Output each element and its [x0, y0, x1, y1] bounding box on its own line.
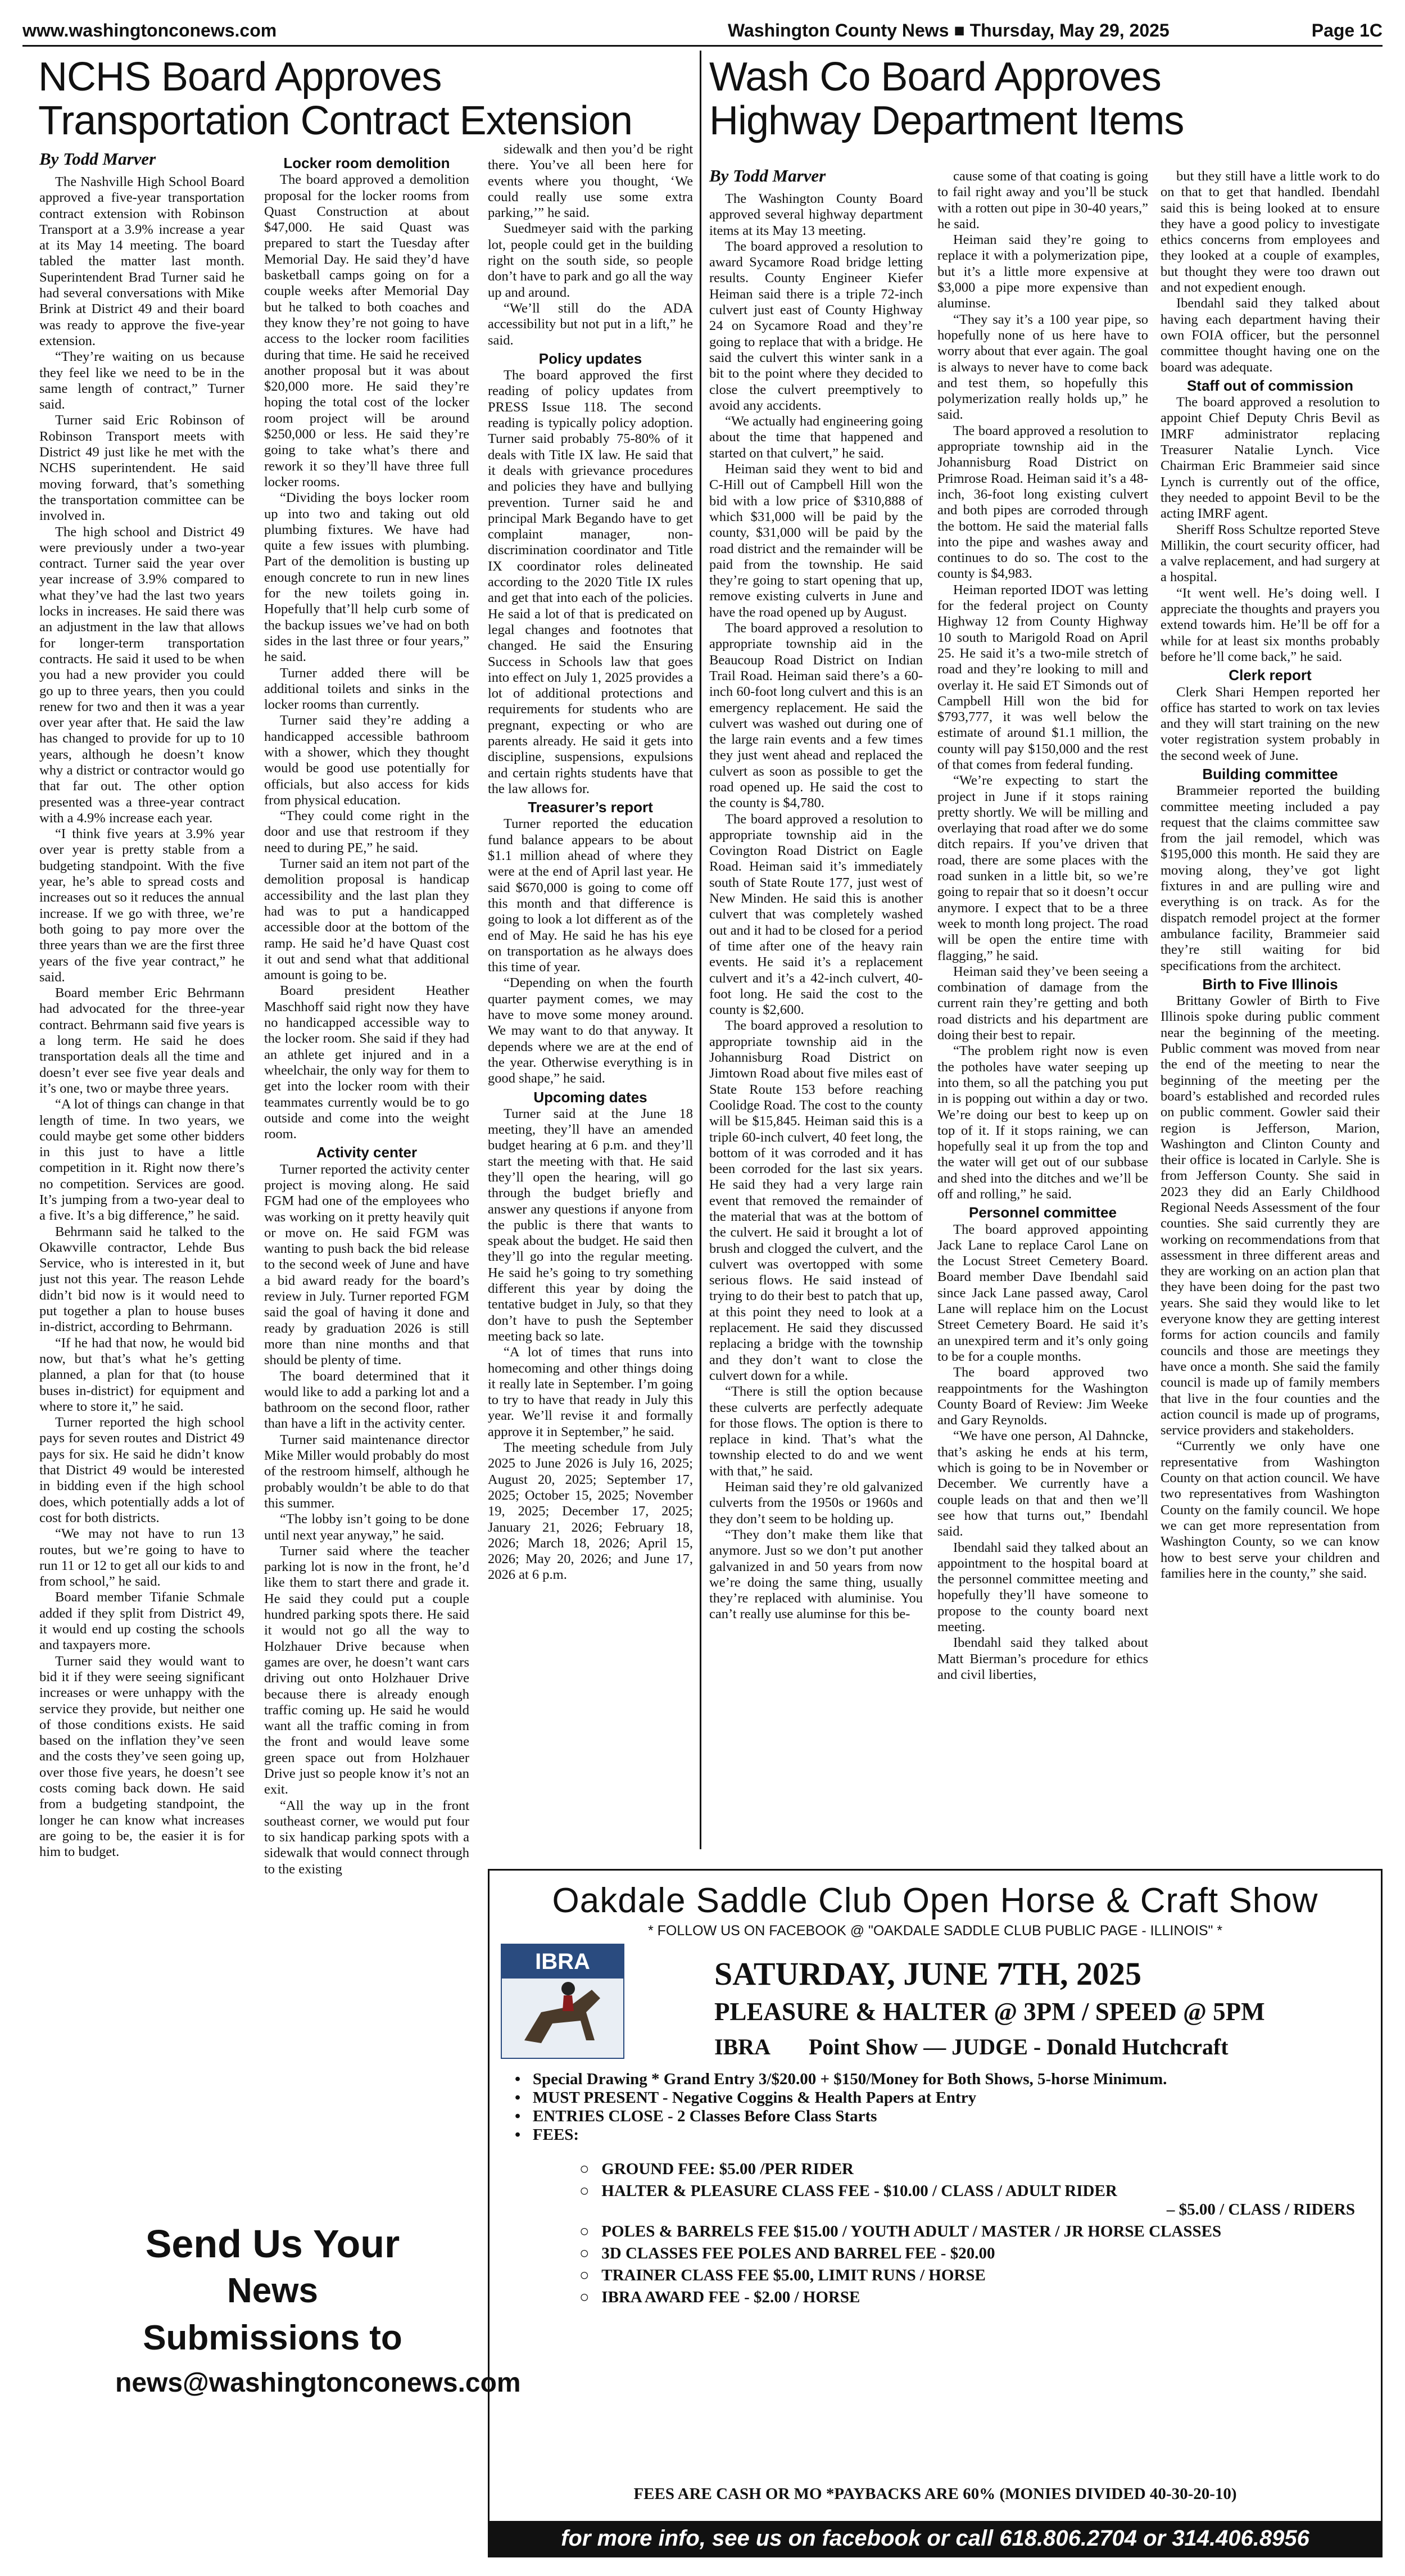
right-col-3-body-e — [1161, 993, 1380, 1582]
paragraph: The meeting schedule from July 2025 to June 2026 is July 16, 2025; August 20, 2025; September 17, 2025; October 15, 2025; November 19, 2025; December 17, 2025; January 21, 2026; February 18, 2026; March 18, 2026; April 15, 2026; May 20, 2026; and June 17, 2026 at 6 p.m. — [488, 1440, 693, 1583]
left-col-2 — [264, 153, 469, 1901]
ad-date: SATURDAY, JUNE 7TH, 2025 — [714, 1955, 1142, 1992]
paragraph: “Depending on when the fourth quarter payment comes, we may have to move some money around. We may want to do that anyway. It depends where we are at the end of the year. Otherwise everything is in good shape,” he said. — [488, 975, 693, 1086]
subhead-locker-room: Locker room demolition — [283, 155, 450, 171]
paragraph: “We have one person, Al Dahncke, that’s asking he ends at his term, which is going to be in November or December. We currently have a couple leads on that and then we’ll see how that turns out,” Ibendahl said. — [937, 1428, 1148, 1540]
paragraph: Heiman said they’ve been seeing a combination of damage from the current rain they’re getting and both road districts and his department are doing their best to repair. — [937, 963, 1148, 1043]
paragraph: but they still have a little work to do on that to get that handled. Ibendahl said this is being looked at to ensure they have a good policy to investigate ethics concerns from employees and they looked at a couple of examples, but thought they were too drawn out and not expedient enough. — [1161, 169, 1380, 296]
right-col-3-body-c — [1161, 685, 1380, 764]
paragraph: Turner said they’re adding a handicapped accessible bathroom with a shower, which they thought would be good use potentially for officials, but also access for kids from physical education. — [264, 713, 469, 808]
paragraph: Behrmann said he talked to the Okawville contractor, Lehde Bus Service, who is interested in it, but just not this year. The reason Lehde didn’t bid now is it would need to put together a plan to house buses in-district, according to Behrmann. — [39, 1224, 244, 1335]
paragraph: The Washington County Board approved several highway department items at its May 13 meeting. — [709, 191, 923, 238]
paragraph: “It went well. He’s doing well. I appreciate the thoughts and prayers you extend towards him. He’ll be off for a while for at least six months probably before he’ll come back,” he said. — [1161, 585, 1380, 664]
ad-times: PLEASURE & HALTER @ 3PM / SPEED @ 5PM — [714, 1998, 1265, 2026]
right-col-2 — [937, 169, 1148, 1849]
ad-facebook-line: * FOLLOW US ON FACEBOOK @ "OAKDALE SADDLE CLUB PUBLIC PAGE - ILLINOIS" * — [647, 1923, 1223, 1939]
subhead-staff-out: Staff out of commission — [1186, 377, 1354, 394]
paragraph: The board approved a resolution to appoint Chief Deputy Chris Bevil as IMRF administrator replacing Treasurer Natalie Lynch. Vice Chairman Eric Brammeier said since Lynch is currently out of the office, they needed to appoint Bevil to be the acting IMRF agent. — [1161, 395, 1380, 522]
site-url[interactable]: www.washingtonconews.com — [22, 20, 277, 40]
subhead-activity-center: Activity center — [316, 1144, 418, 1161]
left-col-3 — [488, 142, 693, 1839]
ad-ibra-judge: IBRA Point Show — JUDGE - Donald Hutchcraft — [714, 2034, 1229, 2059]
subhead-building-committee: Building committee — [1202, 765, 1338, 782]
paragraph: “Currently we only have one representative from Washington County on that action council. We have two representatives from Washington County on the family council. We hope we can get more representation from Washington County, so we can know how to best serve your children and families here in the county,” she said. — [1161, 1438, 1380, 1581]
paragraph: Turner said they would want to bid it if they were seeing significant increases or were unhappy with the service they provide, but neither one of those conditions exists. He said based on the inflation they’ve seen and the costs they’ve seen going up, over those five years, he doesn’t see costs coming back down. He said from a budgeting standpoint, the longer he can know what increases are going to be, the easier it is for him to budget. — [39, 1653, 244, 1860]
ad-bullet-3: • ENTRIES CLOSE - 2 Classes Before Class Starts — [515, 2107, 877, 2125]
paragraph: The high school and District 49 were previously under a two-year contract. Turner said the year over year increase of 3.9% compared to what they’ve had the last two years locks in increases. He said there was an adjustment in the law that allows for longer-term transportation contracts. He said it used to be when you had a new provider you could go up to three years, then you could renew for two and then it was a year over year after that. He said the law has changed to provide for up to 10 years, although he doesn’t know why a district or contractor would go that far out. The other option presented was a three-year contract with a 4.9% increase each year. — [39, 524, 244, 826]
paragraph: The board approved the first reading of policy updates from PRESS Issue 118. The second reading is typically policy adoption. Turner said probably 75-80% of it deals with Title IX law. He said that it deals with grievance procedures and policies they have and bullying prevention. Turner said he and principal Mark Begando have to get complaint manager, non-discrimination coordinator and Title IX coordinator roles delineated according to the 2020 Title IX rules and get that into each of the policies. He said a lot of that is predicated on legal changes and footnotes that changed. He said the Ensuring Success in Schools law that goes into effect on July 1, 2025 provides a lot of additional protections and requirements for students who are pregnant, expecting or who are parents already. He said it gets into discipline, suspensions, expulsions and certain rights students have that the law allows for. — [488, 368, 693, 796]
right-col-3-body-d — [1161, 783, 1380, 974]
page-number: Page 1C — [1311, 20, 1383, 40]
paragraph: Turner said at the June 18 meeting, they’ll have an amended budget hearing at 6 p.m. and they’ll start the meeting with that. He said they’ll open the hearing, will go through the budget briefly and answer any questions if anyone from the public is there that wants to speak about the budget. He said then they’ll go into the regular meeting. He said he’s going to try something different this year by doing the tentative budget in July, so that they don’t have to push the September meeting back so late. — [488, 1106, 693, 1344]
paragraph: The board approved a demolition proposal for the locker rooms from Quast Construction at about $47,000. He said Quast was prepared to start the Tuesday after Memorial Day. He said they’d have basketball camps going on for a couple weeks after Memorial Day but he talked to both coaches and they know they’re not going to have access to the locker room facilities during that time. He said he received another proposal but it was about $20,000 more. He said they’re hoping the total cost of the locker room project will be around $250,000 or less. He said they’re going to take what’s there and rework it so they’ll have three full locker rooms. — [264, 172, 469, 490]
paragraph: Suedmeyer said with the parking lot, people could get in the building right on the south side, so people don’t have to park and go all the way up and around. — [488, 221, 693, 300]
paragraph: Turner added there will be additional toilets and sinks in the locker rooms than currently. — [264, 665, 469, 713]
left-col-3-body-d — [488, 1106, 693, 1583]
right-col-1 — [709, 191, 923, 1849]
header-rule — [22, 45, 1383, 47]
paragraph: The board approved a resolution to appropriate township aid in the Johannisburg Road District on Jimtown Road about five miles east of State Route 153 before reaching Coolidge Road. The cost to the county will be $15,845. Heiman said this is a triple 60-inch culvert, 40 feet long, the bottom of it was corroded and it has been corroded for the last six years. He said they had a very large rain event that removed the remainder of the material that was at the bottom of the culvert. He said it brought a lot of brush and clogged the culvert, and the culvert was overtopped with some serious flows. He said instead of trying to do their best to patch that up, at this point they need to look at a replacement. He said they discussed replacing a bridge with the township and they don’t want to close the culvert down for a while. — [709, 1018, 923, 1383]
paragraph: Board member Tifanie Schmale added if they split from District 49, it would end up costing the schools and taxpayers more. — [39, 1590, 244, 1653]
right-headline — [709, 55, 1384, 143]
fee-halter-pleasure-youth: – $5.00 / CLASS / RIDERS — [1166, 2201, 1355, 2219]
paragraph: Turner reported the education fund balance appears to be about $1.1 million ahead of where they were at the end of April last year. He said $670,000 is going to come off this month and that difference is going to look a lot different as of the end of May. He said he has his eye on transportation as he always does this time of year. — [488, 816, 693, 975]
right-col-2-body-b — [937, 1222, 1148, 1683]
fee-poles-barrels: ○ POLES & BARRELS FEE $15.00 / YOUTH ADULT / MASTER / JR HORSE CLASSES — [579, 2222, 1222, 2240]
subhead-birth-to-five: Birth to Five Illinois — [1202, 975, 1338, 993]
fee-halter-pleasure: ○ HALTER & PLEASURE CLASS FEE - $10.00 / CLASS / ADULT RIDER — [579, 2182, 1117, 2200]
paragraph: Clerk Shari Hempen reported her office has started to work on tax levies and they will start training on the new voter registration system probably in the second week of June. — [1161, 684, 1380, 763]
paragraph: “All the way up in the front southeast corner, we would put four to six handicap parking spots with a sidewalk that would connect through to the existing — [264, 1798, 469, 1877]
paragraph: “They’re waiting on us because they feel like we need to be in the same length of contract,” Turner said. — [39, 349, 244, 413]
left-col-2-body-a — [264, 172, 469, 1142]
paragraph: “They could come right in the door and use that restroom if they need to during PE,” he said. — [264, 808, 469, 855]
right-col-2-body-a — [937, 169, 1148, 1202]
right-headline-line2: Highway Department Items — [709, 98, 1184, 143]
right-col-3-body-b — [1161, 395, 1380, 665]
left-headline-line1: NCHS Board Approves — [38, 55, 442, 99]
paragraph: Ibendahl said they talked about Matt Bierman’s procedure for ethics and civil liberties, — [937, 1635, 1148, 1682]
submissions-promo — [115, 2220, 521, 2405]
right-col-3 — [1161, 169, 1380, 1849]
paragraph: “They say it’s a 100 year pipe, so hopefully none of us here have to worry about that ever again. The goal is always to never have to come back and test them, so hopefully this polymerization really holds up,” he said. — [937, 311, 1148, 423]
paragraph: The board approved a resolution to appropriate township aid in the Covington Road District on Eagle Road. Heiman said it’s immediately south of State Route 177, just west of New Minden. He said this is another culvert that was completely washed out and it had to be closed for a period of time after one of the heavy rain events. He said it’s a replacement culvert and it’s a 42-inch culvert, 40-foot long. He said the cost to the county is $2,600. — [709, 811, 923, 1018]
logo-text: IBRA — [535, 1949, 590, 1974]
paragraph: Turner reported the high school pays for seven routes and District 49 pays for six. He said he didn’t know that District 49 would be interested in bidding even if the high school does, which potentially adds a lot of cost for both districts. — [39, 1415, 244, 1525]
fee-ground: ○ GROUND FEE: $5.00 /PER RIDER — [579, 2160, 854, 2178]
paragraph: Board president Heather Maschhoff said right now they have no handicapped accessible way to the locker room. She said if they had an athlete get injured and in a wheelchair, the only way for them to get into the locker room with their teammates currently would be to go outside and come into the weight room. — [264, 983, 469, 1142]
paragraph: Brittany Gowler of Birth to Five Illinois spoke during public comment near the beginning of the meeting. Public comment was moved from near the end of the meeting to near the beginning of the meeting per the board’s established and recorded rules on public comment. Gowler said their region is Jefferson, Marion, Washington and Clinton County and their office is located in Carlyle. She is from Jefferson County. She said in 2023 they did an Early Childhood Regional Needs Assessment of the four counties. She said currently they are working on recommendations from that assessment in three different areas and they are working on an action plan that they have been doing for the past two years. She said they would like to let everyone know they are getting interest forms for action councils and family councils and those are meetings they have once a month. She said the family council is made up of family members that live in the four counties and the action council is made up of programs, service providers and stakeholders. — [1161, 993, 1380, 1438]
fee-3d: ○ 3D CLASSES FEE POLES AND BARREL FEE - $20.00 — [579, 2244, 995, 2262]
paragraph: “A lot of times that runs into homecoming and other things doing it really late in September. I’m going to try to have that ready in July this year. We’ll revise it and formally approve it in September,” he said. — [488, 1344, 693, 1439]
paragraph: Turner said Eric Robinson of Robinson Transport meets with District 49 just like he met with the NCHS superintendent. He said moving forward, that’s something the transportation committee can be involved in. — [39, 413, 244, 524]
paragraph: Ibendahl said they talked about having each department having their own FOIA officer, but the personnel committee thought having one on the board was adequate. — [1161, 296, 1380, 375]
paragraph: The board approved appointing Jack Lane to replace Carol Lane on the Locust Street Cemetery Board. Board member Dave Ibendahl said since Jack Lane passed away, Carol Lane will replace him on the Locust Street Cemetery Board. He said it’s an unexpired term and it’s only going to be for a couple months. — [937, 1221, 1148, 1364]
paragraph: Brammeier reported the building committee meeting included a pay request that the claims committee saw from the jail remodel, which was $195,000 this month. He said they are moving along, they’ve got light fixtures in and are pulling wire and everything is on track. As for the dispatch remodel project at the former ambulance facility, Brammeier said they’re still waiting for bid specifications from the architect. — [1161, 783, 1380, 974]
paragraph: “We’re expecting to start the project in June if it stops raining pretty shortly. We will be milling and overlaying that road after we do some ditch repairs. If you’ve driven that road, there are some places with the road sunken in a little bit, so we’re going to repair that so it doesn’t occur anymore. I expect that to be a three week to month long project. The road will be open the entire time with flagging,” he said. — [937, 773, 1148, 963]
page-header — [22, 10, 1383, 44]
paragraph: Heiman said they’re old galvanized culverts from the 1950s or 1960s and they don’t seem to be holding up. — [709, 1479, 923, 1527]
ad-fees — [579, 2160, 1366, 2307]
ad-bullet-4: • FEES: — [515, 2126, 579, 2144]
ad-bullets — [515, 2070, 1358, 2144]
ad-payback: FEES ARE CASH OR MO *PAYBACKS ARE 60% (MONIES DIVIDED 40-30-20-10) — [633, 2485, 1237, 2503]
promo-email[interactable]: news@washingtonconews.com — [115, 2368, 521, 2398]
paragraph: “If he had that now, he would bid now, but that’s what he’s getting planned, a plan for that (to house buses in-district) for equipment and where to store it,” he said. — [39, 1335, 244, 1414]
fee-ibra-award: ○ IBRA AWARD FEE - $2.00 / HORSE — [579, 2288, 860, 2306]
left-headline — [38, 55, 696, 143]
paragraph: Turner said where the teacher parking lot is now in the front, he’d like them to start there and grade it. He said they could put a couple hundred parking spots there. He said it would not go all the way to Holzhauer Drive because when games are over, he doesn’t want cars driving out onto Holzhauer Drive because there is already enough traffic coming up. He said he would want all the traffic coming in from the front and would leave some green space out from Holzhauer Drive just so people know it’s not an exit. — [264, 1543, 469, 1798]
paragraph: Board member Eric Behrmann had advocated for the three-year contract. Behrmann said five years is a long term. He said he does transportation deals all the time and doesn’t ever see five year deals and it’s one, two or maybe three years. — [39, 985, 244, 1096]
column-divider — [700, 51, 701, 1849]
left-byline: By Todd Marver — [39, 149, 156, 169]
paragraph: sidewalk and then you’d be right there. You’ve all been here for events where you thought, ‘We could really use some extra parking,’” he said. — [488, 142, 693, 221]
paragraph: “Dividing the boys locker room up into two and taking out old plumbing fixtures. We have had quite a few issues with plumbing. Part of the demolition is busting up enough concrete to run in new lines for the new toilets going in. Hopefully that’ll help curb some of the backup issues we’ve had on both sides in the last three or four years,” he said. — [264, 490, 469, 665]
paragraph: The board approved a resolution to award Sycamore Road bridge letting results. County Engineer Kiefer Heiman said there is a triple 72-inch culvert just east of County Highway 24 on Sycamore Road and they’re going to replace that with a bridge. He said the culvert this winter sank in a bit to the point where they decided to close the culvert preemptively to avoid any accidents. — [709, 238, 923, 413]
paragraph: Turner said maintenance director Mike Miller would probably do most of the restroom himself, although he probably wouldn’t be able to do that this summer. — [264, 1432, 469, 1511]
ad-bullet-1: • Special Drawing * Grand Entry 3/$20.00 + $150/Money for Both Shows, 5-horse Minimum. — [515, 2070, 1167, 2088]
subhead-personnel-committee: Personnel committee — [969, 1204, 1117, 1221]
paragraph: Heiman said they’re going to replace it with a polymerization pipe, but it’s a little more expensive at $3,000 a pipe more expensive than aluminse. — [937, 232, 1148, 311]
paragraph: Turner said an item not part of the demolition proposal is handicap accessibility and the last plan they had was to put a handicapped accessible door at the bottom of the ramp. He said he’d have Quast cost it out and send what that additional amount is going to be. — [264, 856, 469, 983]
paragraph: “The lobby isn’t going to be done until next year anyway,” he said. — [264, 1511, 469, 1543]
promo-line1: Send Us Your — [145, 2222, 400, 2266]
ad-bullet-2: • MUST PRESENT - Negative Coggins & Health Papers at Entry — [515, 2089, 977, 2107]
left-col-3-body-b — [488, 368, 693, 797]
left-headline-line2: Transportation Contract Extension — [38, 98, 632, 143]
paragraph: “A lot of things can change in that length of time. In two years, we could maybe get some other bidders in this just to have a little competition in it. Right now there’s no competition. Services are good. It’s jumping from a two-year deal to a five. It’s a big difference,” he said. — [39, 1097, 244, 1224]
subhead-upcoming-dates: Upcoming dates — [533, 1088, 647, 1106]
fee-trainer: ○ TRAINER CLASS FEE $5.00, LIMIT RUNS / HORSE — [579, 2266, 986, 2284]
paragraph: The Nashville High School Board approved a five-year transportation contract extension with Robinson Transport at a 3.9% increase a year at its May 14 meeting. The board tabled the matter last month. Superintendent Brad Turner said he had several conversations with Mike Brink at District 49 and their board was ready to approve the five-year extension. — [39, 174, 244, 348]
paragraph: Ibendahl said they talked about an appointment to the hospital board at the personnel committee meeting and hopefully they’ll have someone to propose to the county board next meeting. — [937, 1540, 1148, 1635]
subhead-policy-updates: Policy updates — [538, 350, 642, 367]
paragraph: The board approved a resolution to appropriate township aid in the Johannisburg Road District on Primrose Road. Heiman said it’s a 48-inch, 36-foot long existing culvert and both pipes are corroded through the bottom. He said the material falls into the pipe and washes away and continues to do so. The cost to the county is $4,983. — [937, 423, 1148, 582]
right-byline: By Todd Marver — [709, 166, 826, 185]
paragraph: cause some of that coating is going to fail right away and you’ll be stuck with a rotten out pipe in 30-40 years,” he said. — [937, 169, 1148, 232]
ad-contact-bar: for more info, see us on facebook or call 618.806.2704 or 314.406.8956 — [490, 2521, 1381, 2556]
right-headline-line1: Wash Co Board Approves — [709, 55, 1161, 99]
left-col-3-body-a — [488, 142, 693, 348]
paragraph: Heiman said they went to bid and C-Hill out of Campbell Hill won the bid with a low price of $310,888 of which $31,000 will be paid by the county, $31,000 will be paid by the road district and the remainder will be paid from the township. He said they’re going to start opening that up, remove existing culverts in June and have the road opened up by August. — [709, 461, 923, 620]
paragraph: Heiman reported IDOT was letting for the federal project on County Highway 12 from County Highway 10 south to Marigold Road on April 25. He said it’s a two-mile stretch of road and they’re looking to mill and overlay it. He said ET Simonds out of Campbell Hill won the bid for $793,777, it was well below the estimate of around $1.1 million, the county will pay $150,000 and the rest of that comes from federal funding. — [937, 582, 1148, 772]
ad-title: Oakdale Saddle Club Open Horse & Craft Show — [552, 1881, 1318, 1920]
subhead-clerk-report: Clerk report — [1229, 667, 1312, 684]
paragraph: “They don’t make them like that anymore. Just so we don’t put another galvanized in and 50 years from now we’re doing the same thing, usually they’re replaced with aluminise. You can’t really use aluminse for this be- — [709, 1527, 923, 1622]
paragraph: Turner reported the activity center project is moving along. He said FGM had one of the employees who was working on it pretty heavily quit or move on. He said FGM was wanting to push back the bid release to the second week of June and have a bid award ready for the board’s review in July. Turner reported FGM said the goal of having it done and ready by graduation 2026 is still more than nine months and that should be plenty of time. — [264, 1161, 469, 1368]
right-col-3-body-a — [1161, 169, 1380, 375]
paragraph: Sheriff Ross Schultze reported Steve Millikin, the court security officer, had a valve replacement, and had surgery at a hospital. — [1161, 522, 1380, 585]
paragraph: “We’ll still do the ADA accessibility but not put in a lift,” he said. — [488, 300, 693, 348]
paragraph: The board approved two reappointments for the Washington County Board of Review: Jim Weeke and Gary Reynolds. — [937, 1365, 1148, 1428]
paper-date: Washington County News ■ Thursday, May 29, 2025 — [728, 20, 1170, 40]
paragraph: The board determined that it would like to add a parking lot and a bathroom on the second floor, rather than have a lift in the activity center. — [264, 1368, 469, 1432]
left-col-2-body-b — [264, 1162, 469, 1877]
paragraph: “We may not have to run 13 routes, but we’re going to have to run 11 or 12 to get all our kids to and from school,” he said. — [39, 1526, 244, 1590]
paragraph: “I think five years at 3.9% year over year is pretty stable from a budgeting standpoint. With the five year, he’s able to spread costs and increases out so it reduces the annual increase. If we go with three, we’re both going to pay more over the three years than we are the first three years of the five year contract,” he said. — [39, 826, 244, 985]
left-col-1 — [39, 174, 244, 1889]
ibra-logo — [501, 1944, 624, 2059]
subhead-treasurers-report: Treasurer’s report — [528, 799, 653, 816]
paragraph: The board approved a resolution to appropriate township aid in the Beaucoup Road District on Indian Trail Road. Heiman said there’s a 60-inch 60-foot long culvert and this is an emergency replacement. He said the culvert was washed out during one of the large rain events and a few times they just went ahead and replaced the culvert as soon as possible to get the road opened up. He said the cost to the county is $4,780. — [709, 621, 923, 811]
left-col-3-body-c — [488, 816, 693, 1086]
promo-line2: News Submissions to — [143, 2271, 402, 2357]
paragraph: “We actually had engineering going about the time that happened and started on that culvert,” he said. — [709, 414, 923, 461]
paragraph: “The problem right now is even the potholes have water seeping up into them, so all the patching you put in is popping out within a day or two. We’re doing our best to keep up on top of it. If it stops raining, we can hopefully seal it up from the top and the water will get out of our subbase and shed into the ditches and we’ll be off and rolling,” he said. — [937, 1043, 1148, 1202]
paragraph: “There is still the option because these culverts are perfectly adequate for those flows. The option is there to replace in kind. That’s what the township elected to do and we went with that,” he said. — [709, 1384, 923, 1479]
horse-show-ad — [488, 1869, 1383, 2557]
